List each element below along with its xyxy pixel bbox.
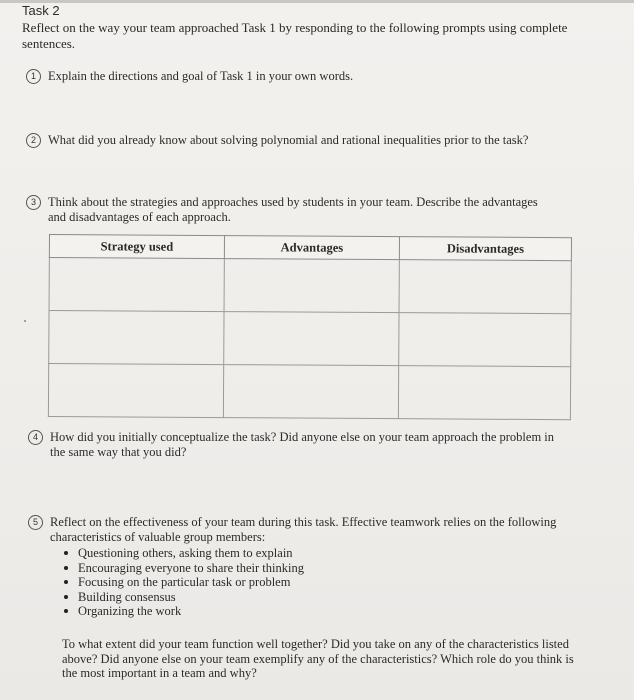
table-header-row [49,235,571,261]
stray-mark [24,320,26,322]
task-intro: Reflect on the way your team approached Task 1 by responding to the following prompts using complete sentences. [22,20,568,51]
characteristics-list [50,546,618,619]
prompt-2 [26,133,528,148]
table-cell[interactable] [399,313,571,367]
strategy-table [48,234,572,420]
list-item: Organizing the work [78,604,618,619]
prompt-2-text: What did you already know about solving polynomial and rational inequalities prior to the task? [48,133,529,147]
header-strategy-used: Strategy used [49,235,224,259]
prompt-5-line1: Reflect on the effectiveness of your team during this task. Effective teamwork relies on the following [50,515,557,529]
header-disadvantages: Disadvantages [399,237,571,261]
prompt-number-2: 2 [26,133,41,148]
task-title: Task 2 [22,3,60,18]
prompt-number-3: 3 [26,195,41,210]
prompt-4-line1: How did you initially conceptualize the task? Did anyone else on your team approach the problem in [50,430,555,444]
prompt-1 [26,69,353,84]
prompt-number-5: 5 [28,515,43,530]
table-cell[interactable] [48,364,223,418]
prompt-3-line1: Think about the strategies and approaches used by students in your team. Describe the advantages [48,195,538,209]
header-advantages: Advantages [224,236,399,260]
table-row [49,258,571,314]
closing-question: To what extent did your team function well together? Did you take on any of the characteristics listed above? Did anyone else on your team exemplify any of the characteristics? Which role do you think is the most important in a team and why? [62,637,574,680]
top-edge [0,0,634,3]
prompt-4-line2: the same way that you did? [50,445,187,459]
list-item: Encouraging everyone to share their thinking [78,561,618,576]
prompt-number-4: 4 [28,430,43,445]
list-item: Focusing on the particular task or problem [78,575,618,590]
list-item: Building consensus [78,590,618,605]
prompt-4 [28,430,618,459]
list-item: Questioning others, asking them to explain [78,546,618,561]
table-cell[interactable] [224,259,399,313]
table-cell[interactable] [49,311,224,365]
table-cell[interactable] [223,365,398,419]
table-cell[interactable] [398,366,570,420]
prompt-5-line2: characteristics of valuable group members: [50,530,266,544]
prompt-3-line2: and disadvantages of each approach. [48,210,231,224]
table-cell[interactable] [224,312,399,366]
prompt-number-1: 1 [26,69,41,84]
prompt-3 [26,195,616,224]
table-row [48,364,570,420]
table-row [49,311,571,367]
table-cell[interactable] [399,260,571,314]
table-cell[interactable] [49,258,224,312]
prompt-1-text: Explain the directions and goal of Task 1 in your own words. [48,69,354,83]
prompt-5 [28,515,618,619]
